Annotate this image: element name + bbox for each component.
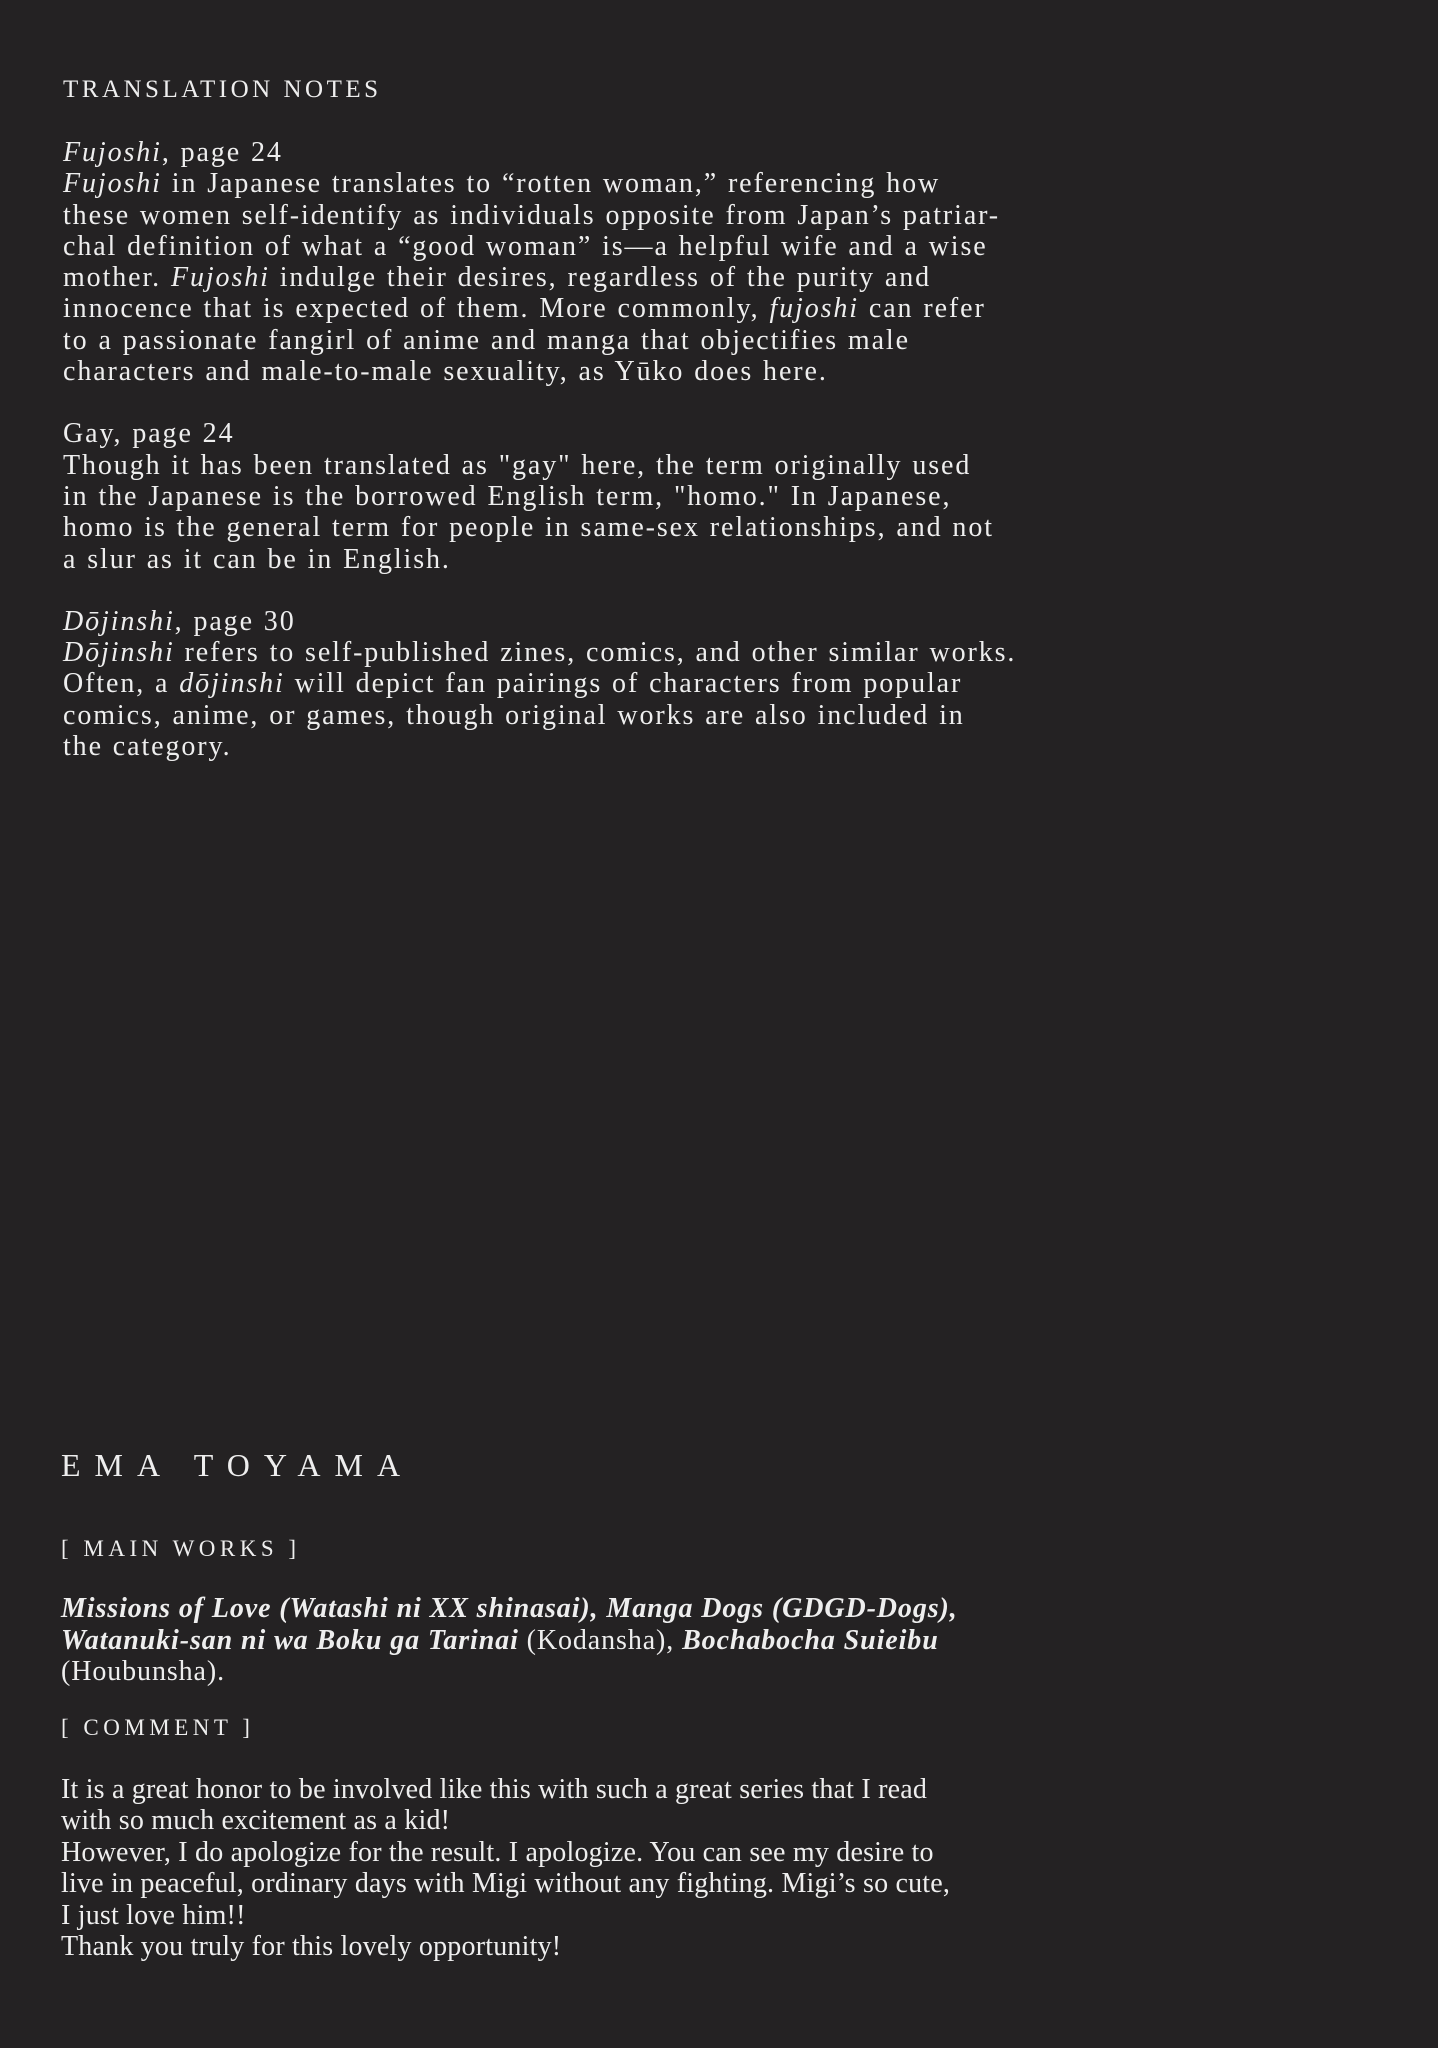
works-line	[61, 1625, 1141, 1657]
author-comment	[61, 1774, 1141, 1963]
note-line	[63, 293, 1143, 324]
works-line: (Houbunsha).	[61, 1656, 225, 1687]
term-italic: dōjinshi	[179, 668, 285, 700]
note-line: comics, anime, or games, though original works are also included in	[63, 699, 965, 731]
note-fujoshi	[63, 137, 1143, 387]
comment-line: It is a great honor to be involved like this with such a great series that I read	[61, 1773, 928, 1805]
term-italic: fujoshi	[769, 293, 859, 325]
note-dojinshi	[63, 606, 1143, 762]
main-works-label: [ MAIN WORKS ]	[61, 1536, 301, 1561]
comment-line: Thank you truly for this lovely opportunity!	[61, 1931, 562, 1962]
line-text: can refer	[859, 293, 986, 325]
line-text: innocence that is expected of them. More commonly,	[63, 293, 770, 325]
work-title: Bochabocha Suieibu	[682, 1624, 939, 1656]
term-italic: Fujoshi	[63, 168, 162, 200]
line-text: mother.	[63, 262, 171, 294]
work-publisher: (Kodansha),	[518, 1624, 683, 1656]
note-line: to a passionate fangirl of anime and manga that objectifies male	[63, 324, 910, 356]
note-fujoshi-title	[63, 137, 1143, 168]
note-line: homo is the general term for people in same-sex relationships, and not	[63, 512, 994, 544]
comment-line: I just love him!!	[61, 1899, 246, 1931]
term-italic: Fujoshi	[170, 262, 270, 294]
comment-line: However, I do apologize for the result. I apologize. You can see my desire to	[61, 1836, 934, 1868]
comment-line: with so much excitement as a kid!	[61, 1805, 451, 1836]
note-line: in the Japanese is the borrowed English term, "homo." In Japanese,	[63, 480, 952, 512]
line-text: in Japanese translates to “rotten woman,” referencing how	[161, 168, 941, 200]
works-line: Missions of Love (Watashi ni XX shinasai), Manga Dogs (GDGD-Dogs),	[61, 1593, 958, 1624]
line-text: Often, a	[63, 668, 180, 700]
note-line	[63, 168, 1143, 199]
line-text: will depict fan pairings of characters from popular	[284, 668, 963, 700]
note-line: Though it has been translated as "gay" here, the term originally used	[63, 449, 972, 481]
note-line: these women self-identify as individuals opposite from Japan’s patriar-	[63, 199, 1001, 231]
note-line: a slur as it can be in English.	[63, 543, 451, 575]
note-fujoshi-term: Fujoshi	[63, 137, 162, 168]
term-italic: Dōjinshi	[63, 637, 175, 669]
note-line: the category.	[63, 731, 232, 763]
note-dojinshi-page: , page 30	[174, 605, 296, 637]
note-gay	[63, 418, 1143, 574]
note-dojinshi-title	[63, 606, 1143, 637]
note-line	[63, 262, 1143, 293]
note-line	[63, 637, 1143, 668]
work-title: Watanuki-san ni wa Boku ga Tarinai	[61, 1624, 519, 1656]
author-profile	[61, 1445, 1141, 1963]
author-name: EMA TOYAMA	[61, 1447, 415, 1483]
translation-notes	[63, 74, 1143, 793]
line-text: refers to self-published zines, comics, and other similar works.	[174, 637, 1017, 669]
note-line: chal definition of what a “good woman” is—a helpful wife and a wise	[63, 230, 988, 262]
note-fujoshi-page: , page 24	[161, 137, 283, 168]
comment-line: live in peaceful, ordinary days with Migi without any fighting. Migi’s so cute,	[61, 1868, 951, 1899]
comment-label: [ COMMENT ]	[61, 1714, 255, 1740]
note-line	[63, 668, 1143, 699]
note-gay-title: Gay, page 24	[63, 418, 235, 450]
translation-notes-heading: TRANSLATION NOTES	[63, 76, 382, 103]
line-text: indulge their desires, regardless of the purity and	[269, 262, 932, 294]
main-works-list	[61, 1593, 1141, 1688]
note-dojinshi-term: Dōjinshi	[63, 605, 175, 637]
note-line: characters and male-to-male sexuality, as Yūko does here.	[63, 356, 828, 388]
